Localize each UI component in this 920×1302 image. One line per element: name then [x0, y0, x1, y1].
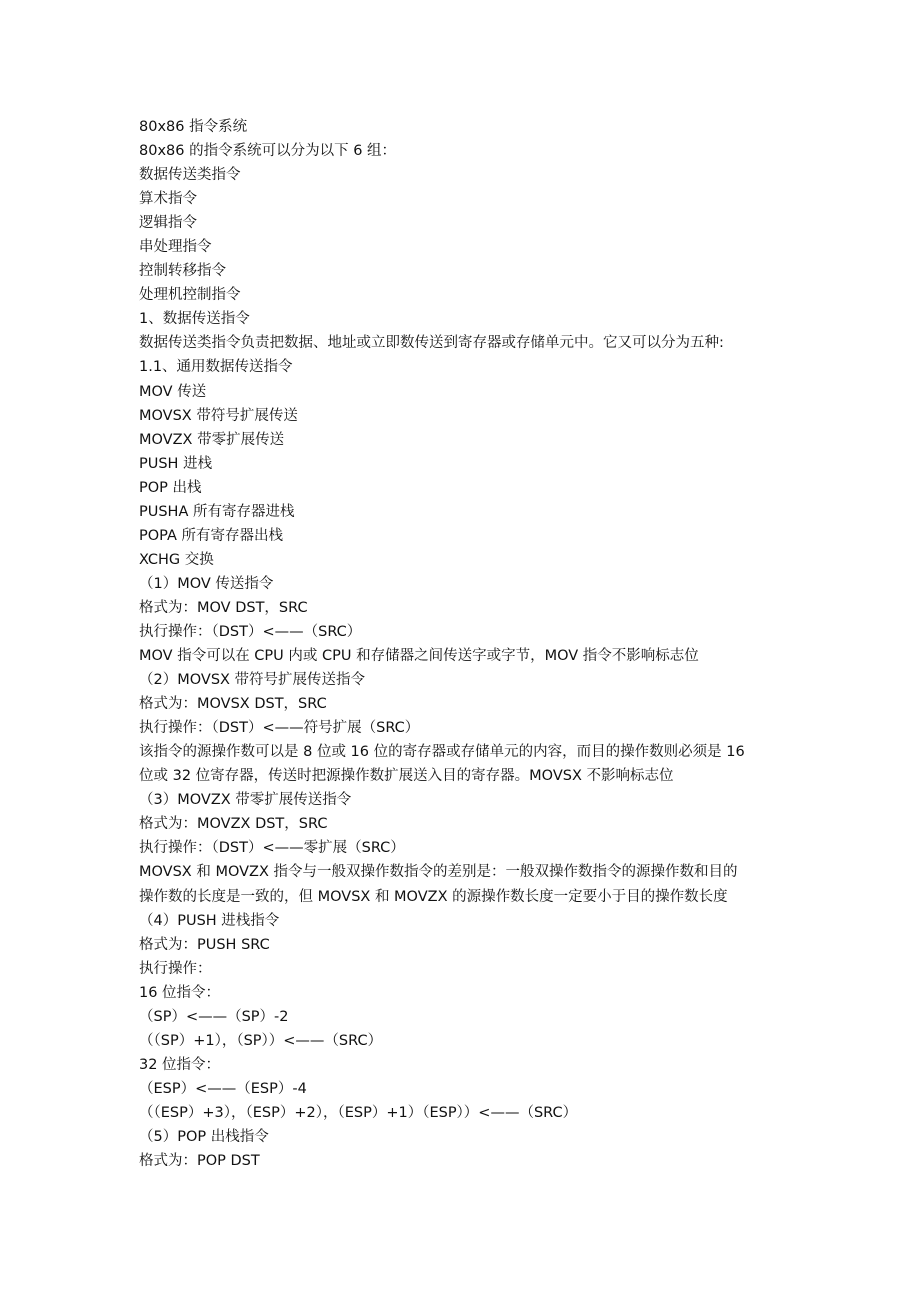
format-line: 格式为：POP DST: [139, 1153, 260, 1170]
instruction-heading: （5）POP 出栈指令: [139, 1128, 269, 1145]
operation-line: 执行操作：（DST）<——符号扩展（SRC）: [139, 720, 420, 737]
group-item: 逻辑指令: [139, 215, 197, 232]
doc-title: 80x86 指令系统: [139, 119, 248, 135]
instruction-item: PUSH 进栈: [139, 455, 213, 472]
instruction-item: POP 出栈: [139, 479, 202, 496]
paragraph-text: 位或 32 位寄存器，传送时把源操作数扩展送入目的寄存器。MOVSX 不影响标志位: [139, 768, 674, 785]
subsection-heading: 1.1、通用数据传送指令: [139, 359, 293, 376]
operation-line: 执行操作：（DST）<——（SRC）: [139, 623, 362, 640]
instruction-item: MOV 传送: [139, 383, 207, 400]
group-item: 数据传送类指令: [139, 167, 241, 184]
instruction-item: PUSHA 所有寄存器进栈: [139, 503, 295, 520]
operation-step: （（ESP）+3），（ESP）+2），（ESP）+1）（ESP））<——（SRC）: [139, 1104, 578, 1121]
mode-label: 16 位指令：: [139, 984, 221, 1001]
instruction-item: POPA 所有寄存器出栈: [139, 527, 284, 544]
paragraph-text: MOV 指令可以在 CPU 内或 CPU 和存储器之间传送字或字节，MOV 指令不影响标志位: [139, 648, 699, 665]
operation-line: 执行操作：（DST）<——零扩展（SRC）: [139, 840, 405, 857]
mode-label: 32 位指令：: [139, 1056, 221, 1073]
section-heading: 1、数据传送指令: [139, 311, 250, 328]
operation-line: 执行操作：: [139, 960, 212, 977]
paragraph-text: 数据传送类指令负责把数据、地址或立即数传送到寄存器或存储单元中。它又可以分为五种:: [139, 335, 724, 352]
document-body: [139, 115, 789, 1173]
operation-step: （ESP）<——（ESP）-4: [139, 1080, 307, 1097]
group-item: 算术指令: [139, 191, 197, 208]
instruction-heading: （1）MOV 传送指令: [139, 575, 274, 592]
instruction-item: MOVSX 带符号扩展传送: [139, 407, 298, 424]
format-line: 格式为：PUSH SRC: [139, 936, 270, 953]
instruction-heading: （3）MOVZX 带零扩展传送指令: [139, 792, 352, 809]
instruction-heading: （2）MOVSX 带符号扩展传送指令: [139, 672, 366, 689]
instruction-item: MOVZX 带零扩展传送: [139, 431, 285, 448]
paragraph-text: MOVSX 和 MOVZX 指令与一般双操作数指令的差别是：一般双操作数指令的源操作数和目的: [139, 864, 738, 881]
group-item: 控制转移指令: [139, 263, 226, 280]
instruction-heading: （4）PUSH 进栈指令: [139, 912, 280, 929]
operation-step: （（SP）+1），（SP））<——（SRC）: [139, 1032, 383, 1049]
operation-step: （SP）<——（SP）-2: [139, 1008, 289, 1025]
group-item: 处理机控制指令: [139, 287, 241, 304]
doc-intro: 80x86 的指令系统可以分为以下 6 组：: [139, 143, 397, 160]
paragraph-text: 操作数的长度是一致的，但 MOVSX 和 MOVZX 的源操作数长度一定要小于目的操作数长度: [139, 888, 728, 905]
paragraph-text: 该指令的源操作数可以是 8 位或 16 位的寄存器或存储单元的内容，而目的操作数则必须是 16: [139, 744, 745, 761]
format-line: 格式为：MOVSX DST，SRC: [139, 696, 327, 713]
format-line: 格式为：MOV DST，SRC: [139, 599, 308, 616]
format-line: 格式为：MOVZX DST，SRC: [139, 816, 328, 833]
group-item: 串处理指令: [139, 239, 212, 256]
instruction-item: XCHG 交换: [139, 551, 214, 568]
